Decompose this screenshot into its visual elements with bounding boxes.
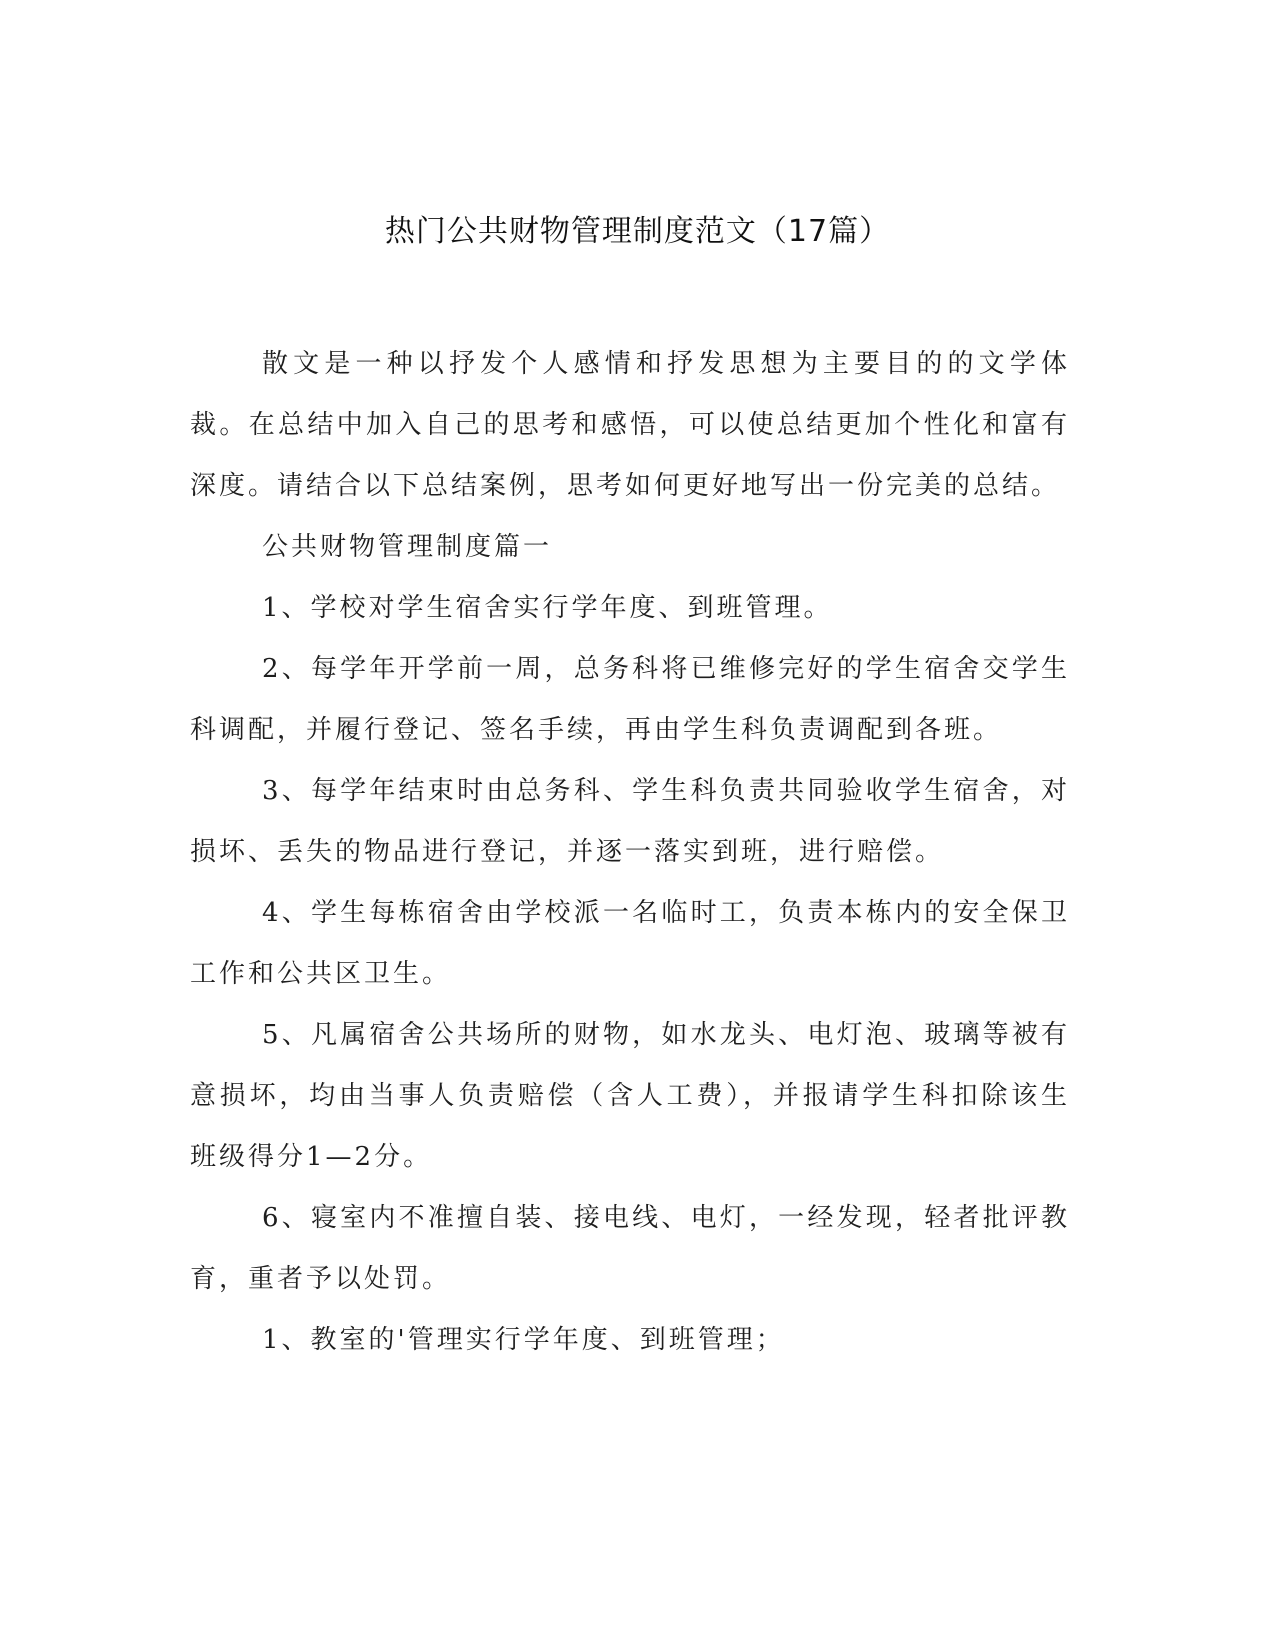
- section-heading: 公共财物管理制度篇一: [262, 532, 553, 562]
- document-title: 热门公共财物管理制度范文（17篇）: [384, 214, 891, 249]
- rule-paragraph: 1、教室的'管理实行学年度、到班管理；: [262, 1325, 785, 1355]
- document-body: [190, 334, 1070, 1371]
- rule-paragraph: 4、学生每栋宿舍由学校派一名临时工，负责本栋内的安全保卫工作和公共区卫生。: [190, 898, 1070, 989]
- intro-paragraph: 散文是一种以抒发个人感情和抒发思想为主要目的的文学体裁。在总结中加入自己的思考和感悟，可以使总结更加个性化和富有深度。请结合以下总结案例，思考如何更好地写出一份完美的总结。: [190, 349, 1070, 501]
- rule-paragraph: 2、每学年开学前一周，总务科将已维修完好的学生宿舍交学生科调配，并履行登记、签名手续，再由学生科负责调配到各班。: [190, 654, 1070, 745]
- rule-paragraph: 6、寝室内不准擅自装、接电线、电灯，一经发现，轻者批评教育，重者予以处罚。: [190, 1203, 1070, 1294]
- rule-paragraph: 3、每学年结束时由总务科、学生科负责共同验收学生宿舍，对损坏、丢失的物品进行登记，并逐一落实到班，进行赔偿。: [190, 776, 1070, 867]
- rule-paragraph: 5、凡属宿舍公共场所的财物，如水龙头、电灯泡、玻璃等被有意损坏，均由当事人负责赔偿（含人工费），并报请学生科扣除该生班级得分1—2分。: [190, 1020, 1070, 1172]
- rule-paragraph: 1、学校对学生宿舍实行学年度、到班管理。: [262, 593, 833, 623]
